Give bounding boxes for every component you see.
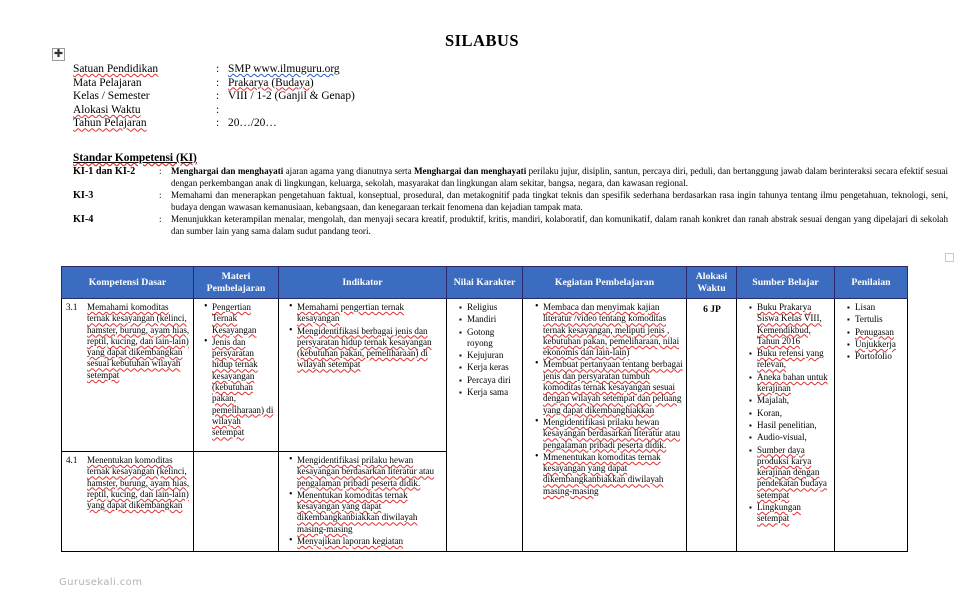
ki-row bbox=[73, 190, 948, 213]
ki-code: KI-3 bbox=[73, 190, 94, 202]
list-item: • Membaca dan menyimak kajian literatur /video tentang komoditas ternak kesayangan, meliputi jenis , kebutuhan pakan, pemeliharaan, nilai ekonomis dan lain-lain) bbox=[536, 302, 683, 358]
cell-materi-pembelajaran bbox=[194, 299, 279, 552]
kd-item bbox=[66, 302, 190, 381]
list-item: • Menentukan komoditas ternak kesayangan yang dapat dikembangkanbiakkan diwilayah masing-masing bbox=[290, 490, 443, 535]
ki-text bbox=[171, 166, 948, 189]
list-item: ▪ Tertulis bbox=[848, 314, 904, 325]
identity-colon: : bbox=[216, 103, 220, 116]
silabus-table bbox=[61, 266, 908, 552]
list-item: ▪ Unjukkerja bbox=[848, 339, 904, 350]
identity-label: Kelas / Semester bbox=[73, 90, 150, 103]
identity-value: SMP www.ilmuguru.org bbox=[228, 63, 340, 75]
ki-colon: : bbox=[159, 214, 162, 225]
list-item: ▪ Religius bbox=[460, 302, 519, 313]
list-item: ▪ Sumber daya produksi karya kerajinan dengan pendekatan budaya setempat bbox=[750, 445, 831, 501]
column-header-kegiatan-pembelajaran: Kegiatan Pembelajaran bbox=[523, 267, 687, 299]
list-item: • Memahami pengertian ternak kesayangan bbox=[290, 302, 443, 325]
list-item: • Mengidentifikasi prilaku hewan kesayangan berdasarkan literatur atau pengalaman pribadi peserta didik. bbox=[536, 417, 683, 451]
standar-kompetensi-heading bbox=[73, 152, 197, 164]
identity-label: Mata Pelajaran bbox=[73, 76, 142, 89]
kd-text: Menentukan komoditas ternak kesayangan (kelinci, hamster, burung, ayam hias, reptil, kucing, dan lain-lain) yang dapat dikembangkan bbox=[87, 455, 190, 511]
list-item: ▪ Hasil penelitian, bbox=[750, 420, 831, 431]
cell-nilai-karakter bbox=[447, 299, 523, 552]
materi-box bbox=[194, 299, 278, 452]
sumber-belajar-list bbox=[741, 302, 831, 525]
list-item: • Jenis dan persyaratan hidup ternak kesayangan (kebutuhan pakan, pemeliharaan) di wilayah setempat bbox=[205, 337, 275, 439]
identity-colon: : bbox=[216, 76, 220, 89]
indikator-list-1 bbox=[281, 302, 443, 371]
penilaian-list bbox=[839, 302, 904, 362]
kegiatan-list bbox=[527, 302, 683, 497]
list-item: • Mengidentifikasi berbagai jenis dan persyaratan hidup ternak kesayangan (kebutuhan pakan, pemeliharaan) di wilayah setempat bbox=[290, 326, 443, 371]
identity-colon: : bbox=[216, 117, 220, 130]
kd-number: 4.1 bbox=[66, 455, 78, 465]
kd-item bbox=[66, 455, 190, 511]
indikator-box-2 bbox=[279, 452, 446, 551]
column-header-penilaian: Penilaian bbox=[835, 267, 908, 299]
list-item: ▪ Kerja keras bbox=[460, 362, 519, 373]
list-item: • Menyajikan laporan kegiatan bbox=[290, 536, 443, 547]
list-item: ▪ Aneka bahan untuk kerajinan bbox=[750, 372, 831, 395]
kd-box-4-1 bbox=[62, 452, 193, 516]
list-item: • Mmenentukan komoditas ternak kesayangan yang dapat dikembangkanbiakkan diwilayah masing-masing bbox=[536, 452, 683, 497]
nilai-karakter-list bbox=[451, 302, 519, 398]
identity-row bbox=[73, 117, 355, 131]
cell-sumber-belajar bbox=[737, 299, 835, 552]
identity-label: Alokasi Waktu bbox=[73, 103, 141, 116]
list-item: ▪ Buku Prakarya Siswa Kelas VIII, Kemendikbud, Tahun 2016 bbox=[750, 302, 831, 347]
identity-row bbox=[73, 63, 355, 77]
page-title: SILABUS bbox=[444, 31, 520, 50]
materi-list bbox=[196, 302, 275, 439]
identity-colon: : bbox=[216, 63, 220, 75]
list-item: ▪ Lisan bbox=[848, 302, 904, 313]
table-header-row bbox=[62, 267, 908, 299]
cell-alokasi-waktu bbox=[687, 299, 737, 552]
kd-number: 3.1 bbox=[66, 302, 78, 312]
list-item: ▪ Mandiri bbox=[460, 314, 519, 325]
list-item: ▪ Lingkungan setempat bbox=[750, 502, 831, 525]
indikator-list-2 bbox=[281, 455, 443, 547]
identity-row bbox=[73, 77, 355, 91]
cell-indikator bbox=[279, 299, 447, 552]
ki-row bbox=[73, 166, 948, 189]
column-header-alokasi-waktu: Alokasi Waktu bbox=[687, 267, 737, 299]
ki-text: Menunjukkan keterampilan menalar, mengolah, dan menyaji secara kreatif, produktif, kritis, mandiri, kolaboratif, dan komunikatif, dalam ranah konkret dan ranah abstrak sesuai dengan yang dipelajari di sekolah dan sumber lain yang sama dalam sudut pandang teori. bbox=[171, 214, 948, 236]
kd-box-3-1 bbox=[62, 299, 193, 452]
identity-label: Tahun Pelajaran bbox=[73, 117, 147, 130]
move-handle-icon[interactable]: ✚ bbox=[53, 48, 64, 60]
ki-rest: perilaku jujur, disiplin, santun, percaya diri, peduli, dan bertanggung jawab dalam berinteraksi secara efektif sesuai dengan perkembangan anak di lingkungan, keluarga, sekolah, masyarakat dan lingkungan alam sekitar, bangsa, negara, dan kawasan regional. bbox=[171, 166, 948, 188]
identity-colon: : bbox=[216, 90, 220, 103]
column-header-kompetensi-dasar: Kompetensi Dasar bbox=[62, 267, 194, 299]
identity-row bbox=[73, 90, 355, 104]
ki-row bbox=[73, 214, 948, 237]
ki-colon: : bbox=[159, 190, 162, 201]
kd-text: Memahami komoditas ternak kesayangan (kelinci, hamster, burung, ayam hias, reptil, kucing, dan lain-lain) yang dapat dikembangkan sesuai kebutuhan wilayah setempat bbox=[87, 302, 190, 380]
cell-kegiatan-pembelajaran bbox=[523, 299, 687, 552]
ki-code: KI-1 dan KI-2 bbox=[73, 166, 136, 177]
identity-value: VIII / 1-2 (Ganjil & Genap) bbox=[228, 90, 355, 103]
column-header-materi-pembelajaran: Materi Pembelajaran bbox=[194, 267, 279, 299]
list-item: ▪ Penugasan bbox=[848, 327, 904, 338]
list-item: ▪ Audio-visual, bbox=[750, 432, 831, 443]
indikator-box-1 bbox=[279, 299, 446, 452]
alokasi-waktu-value: 6 JP bbox=[703, 304, 721, 315]
identity-row bbox=[73, 104, 355, 118]
ki-code: KI-4 bbox=[73, 214, 94, 226]
cell-penilaian bbox=[835, 299, 908, 552]
list-item: ▪ Buku refensi yang relevan, bbox=[750, 348, 831, 371]
standar-kompetensi-heading-text: Standar Kompetensi (KI) bbox=[73, 152, 197, 164]
identity-label: Satuan Pendidikan bbox=[73, 63, 159, 75]
list-item: ▪ Kejujuran bbox=[460, 350, 519, 361]
watermark: Gurusekali.com bbox=[59, 577, 143, 588]
standar-kompetensi-list bbox=[73, 166, 948, 239]
ki-mid: ajaran agama yang dianutnya serta bbox=[283, 166, 414, 176]
column-header-nilai-karakter: Nilai Karakter bbox=[447, 267, 523, 299]
list-item: • Pengertian Ternak Kesayangan bbox=[205, 302, 275, 336]
ki-colon: : bbox=[159, 166, 162, 176]
ki-text: Memahami dan menerapkan pengetahuan faktual, konseptual, prosedural, dan metakognitif pada tingkat teknis dan spesifik sederhana berdasarkan rasa ingin tahunya tentang ilmu pengetahuan, teknologi, seni, budaya dengan wawasan kemanusiaan, kebangsaan, dan kenegaraan terkait fenomena dan kejadian tampak mata. bbox=[171, 190, 948, 212]
list-item: ▪ Gotong royong bbox=[460, 327, 519, 350]
list-item: ▪ Majalah, bbox=[750, 395, 831, 406]
list-item: • Mengidentifikasi prilaku hewan kesayangan berdasarkan literatur atau pengalaman pribadi peserta didik. bbox=[290, 455, 443, 489]
list-item: • Membuat pertanyaan tentang berbagai jenis dan persyaratan tumbuh komoditas ternak kesayangan sesuai dengan wilayah setempat dan peluang yang dapat dikembanghiakkan bbox=[536, 359, 683, 415]
materi-box-empty bbox=[194, 452, 278, 469]
list-item: ▪ Koran, bbox=[750, 408, 831, 419]
list-item: ▪ Portofolio bbox=[848, 351, 904, 362]
identity-block bbox=[73, 63, 355, 131]
column-header-indikator: Indikator bbox=[279, 267, 447, 299]
identity-value: 20…/20… bbox=[228, 117, 277, 130]
column-header-sumber-belajar: Sumber Belajar bbox=[737, 267, 835, 299]
ki-bold-second: Menghargai dan menghayati bbox=[413, 166, 527, 176]
ki-bold-lead: Menghargai dan menghayati bbox=[171, 166, 284, 176]
cell-kompetensi-dasar bbox=[62, 299, 194, 552]
resize-handle-icon[interactable] bbox=[945, 253, 954, 262]
list-item: ▪ Percaya diri bbox=[460, 375, 519, 386]
list-item: ▪ Kerja sama bbox=[460, 387, 519, 398]
table-row bbox=[62, 299, 908, 552]
identity-value: Prakarya (Budaya) bbox=[228, 76, 314, 89]
